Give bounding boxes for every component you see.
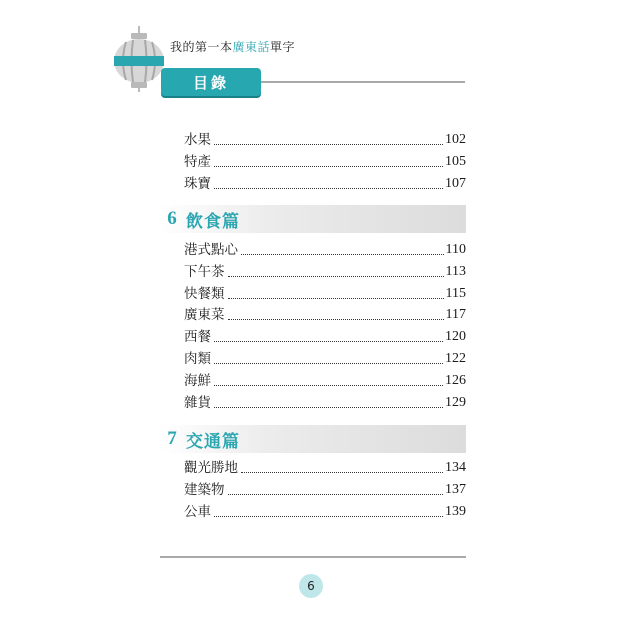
dot-leader [214, 406, 443, 408]
toc-entry-title: 廣東菜 [184, 307, 225, 323]
toc-entry-page: 126 [445, 373, 466, 388]
page-number: 6 [307, 579, 315, 593]
section-name: 飲食篇 [186, 211, 240, 232]
toc-entry-page: 117 [445, 307, 466, 322]
toc-label: 目錄 [192, 73, 229, 92]
dot-leader [214, 515, 443, 517]
dot-leader [228, 493, 444, 495]
toc-entry-page: 122 [445, 351, 466, 366]
toc-entry[interactable] [184, 241, 466, 259]
toc-entry[interactable] [184, 131, 466, 149]
toc-entry[interactable] [184, 153, 466, 171]
dot-leader [214, 165, 443, 167]
toc-entry-page: 102 [445, 132, 466, 147]
toc-entry-title: 海鮮 [184, 373, 211, 389]
toc-entry-page: 110 [445, 242, 466, 257]
section-number: 7 [167, 428, 177, 449]
dot-leader [241, 471, 443, 473]
toc-entry[interactable] [184, 175, 466, 193]
toc-entry-title: 下午茶 [184, 264, 225, 280]
toc-entry-title: 快餐類 [184, 286, 225, 302]
section-name: 交通篇 [186, 431, 240, 452]
toc-entry[interactable] [184, 503, 466, 521]
toc-entry-title: 肉類 [184, 351, 211, 367]
section-number: 6 [167, 208, 177, 229]
book-title-prefix: 我的第一本 [170, 40, 233, 54]
toc-entry-page: 137 [445, 482, 466, 497]
toc-entry[interactable] [184, 263, 466, 281]
toc-entry[interactable] [184, 481, 466, 499]
footer-divider [160, 556, 466, 558]
toc-badge [161, 68, 261, 96]
toc-entry-page: 105 [445, 154, 466, 169]
section-heading-7[interactable] [160, 425, 466, 453]
toc-entry-page: 115 [445, 286, 466, 301]
toc-entry[interactable] [184, 285, 466, 303]
dot-leader [241, 253, 444, 255]
toc-entry-page: 129 [445, 395, 466, 410]
toc-entry[interactable] [184, 328, 466, 346]
lantern-icon [112, 26, 166, 92]
dot-leader [214, 187, 443, 189]
book-title-suffix: 單字 [270, 40, 296, 54]
book-title-accent: 廣東話 [232, 40, 271, 54]
header-divider [261, 81, 465, 83]
toc-entry-page: 134 [445, 460, 466, 475]
toc-entry-page: 139 [445, 504, 466, 519]
toc-entry[interactable] [184, 306, 466, 324]
toc-entry-title: 港式點心 [184, 242, 238, 258]
section-heading-6[interactable] [160, 205, 466, 233]
page-number-badge [299, 574, 323, 598]
dot-leader [228, 275, 444, 277]
toc-entry[interactable] [184, 372, 466, 390]
toc-entry-title: 雜貨 [184, 395, 211, 411]
toc-entry-page: 120 [445, 329, 466, 344]
dot-leader [228, 318, 444, 320]
toc-entry-title: 建築物 [184, 482, 225, 498]
toc-entry-title: 特產 [184, 154, 211, 170]
toc-entry[interactable] [184, 459, 466, 477]
toc-entry-page: 107 [445, 176, 466, 191]
dot-leader [214, 340, 443, 342]
toc-entry-page: 113 [445, 264, 466, 279]
toc-entry-title: 水果 [184, 132, 211, 148]
dot-leader [228, 297, 444, 299]
toc-entry-title: 珠寶 [184, 176, 211, 192]
dot-leader [214, 384, 443, 386]
toc-entry[interactable] [184, 394, 466, 412]
toc-entry-title: 觀光勝地 [184, 460, 238, 476]
book-title [170, 38, 295, 55]
toc-entry-title: 公車 [184, 504, 211, 520]
toc-entry-title: 西餐 [184, 329, 211, 345]
dot-leader [214, 362, 443, 364]
toc-entry[interactable] [184, 350, 466, 368]
dot-leader [214, 143, 443, 145]
